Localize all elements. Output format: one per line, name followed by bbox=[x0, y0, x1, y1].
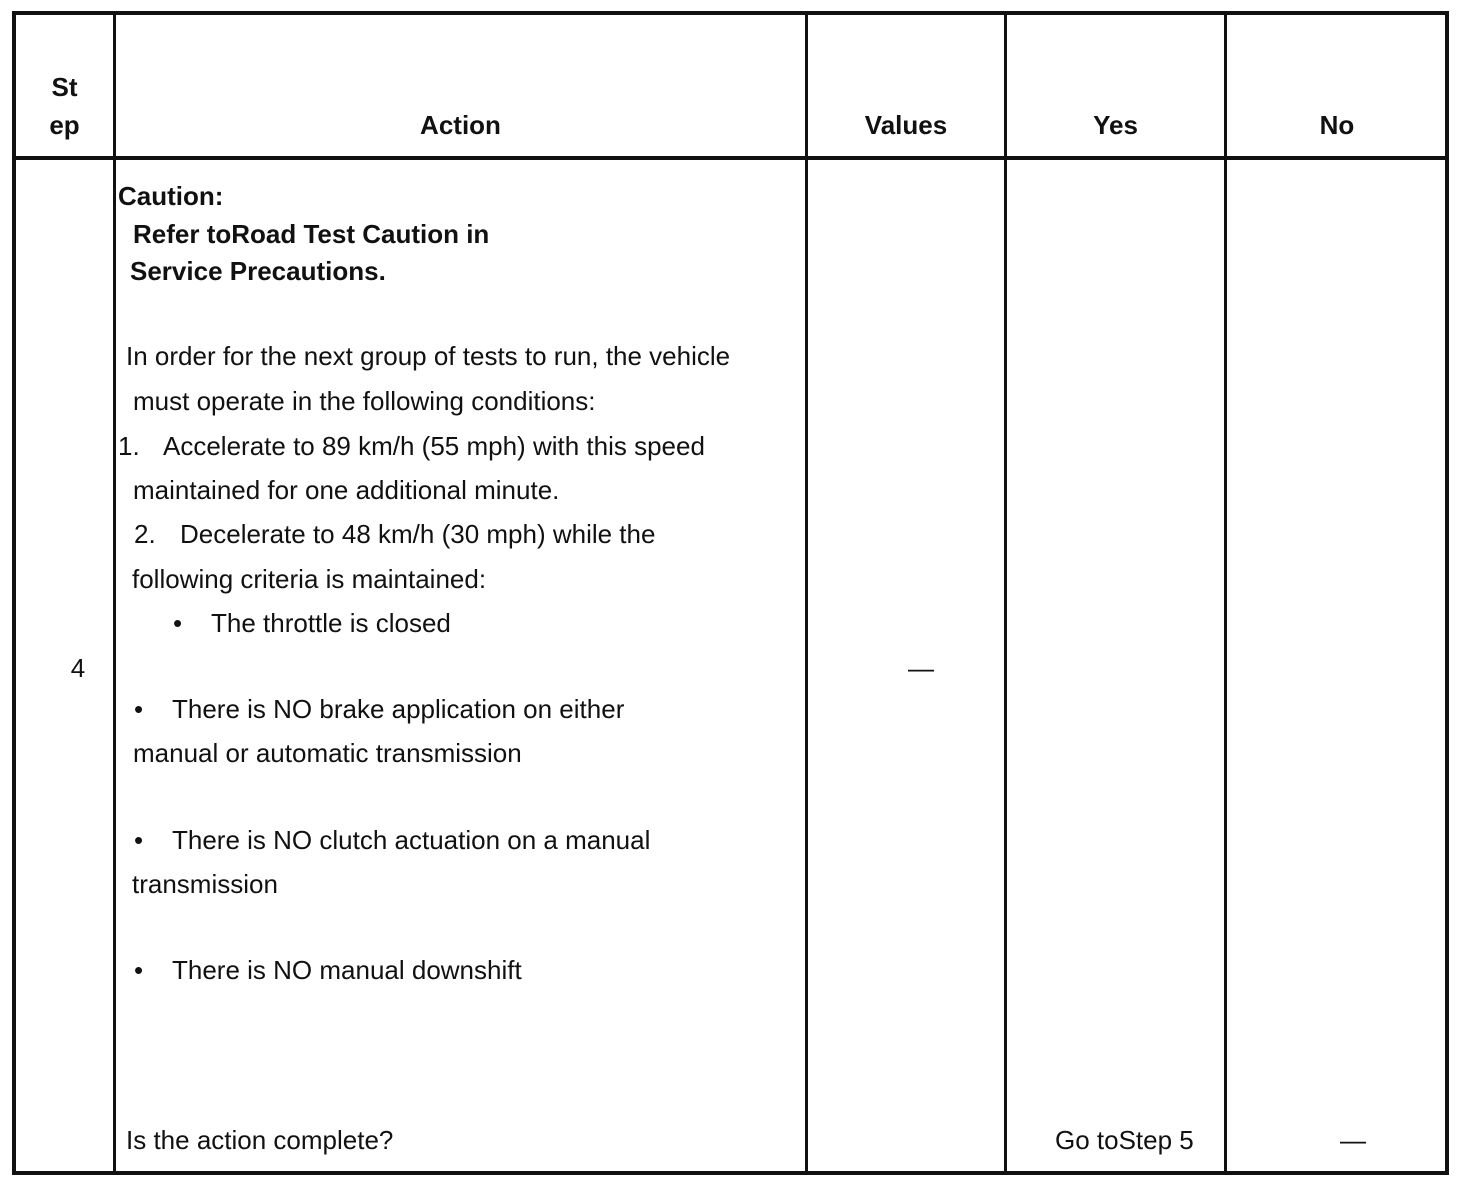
divider-step-action bbox=[113, 11, 116, 1175]
intro-line-1: In order for the next group of tests to run, the vehicle bbox=[126, 341, 731, 371]
step1-line-2: maintained for one additional minute. bbox=[133, 475, 560, 505]
intro-line-2: must operate in the following conditions: bbox=[133, 386, 596, 416]
caution-title: Caution: bbox=[118, 181, 224, 211]
header-yes: Yes bbox=[1093, 110, 1138, 140]
bullet-3-marker: • bbox=[134, 825, 144, 855]
step1-number: 1. bbox=[118, 431, 140, 461]
bullet-1-text: The throttle is closed bbox=[211, 608, 451, 638]
yes-cell: Go toStep 5 bbox=[1055, 1125, 1194, 1155]
bullet-1-marker: • bbox=[173, 608, 183, 638]
step2-line-1: Decelerate to 48 km/h (30 mph) while the bbox=[180, 519, 656, 549]
divider-yes-no bbox=[1224, 11, 1227, 1175]
bullet-3-line-1: There is NO clutch actuation on a manual bbox=[172, 825, 651, 855]
header-action: Action bbox=[420, 110, 501, 140]
header-no: No bbox=[1319, 110, 1355, 140]
caution-line-1: Refer toRoad Test Caution in bbox=[133, 219, 490, 249]
values-cell: — bbox=[908, 653, 934, 683]
bullet-3-line-2: transmission bbox=[132, 869, 278, 899]
header-step-line1: St bbox=[51, 72, 78, 102]
bullet-2-line-2: manual or automatic transmission bbox=[133, 738, 522, 768]
no-cell: — bbox=[1340, 1125, 1366, 1155]
step1-line-1: Accelerate to 89 km/h (55 mph) with this speed bbox=[163, 431, 705, 461]
bullet-2-marker: • bbox=[134, 694, 144, 724]
bullet-2-line-1: There is NO brake application on either bbox=[172, 694, 625, 724]
header-step-line2: ep bbox=[49, 110, 80, 140]
question-text: Is the action complete? bbox=[126, 1125, 394, 1155]
header-values: Values bbox=[864, 110, 948, 140]
step-number: 4 bbox=[70, 653, 86, 683]
step2-number: 2. bbox=[134, 519, 156, 549]
caution-line-2: Service Precautions. bbox=[130, 256, 386, 286]
step2-line-2: following criteria is maintained: bbox=[132, 564, 487, 594]
bullet-4-marker: • bbox=[134, 955, 144, 985]
header-divider bbox=[12, 156, 1449, 160]
divider-action-values bbox=[805, 11, 808, 1175]
bullet-4-text: There is NO manual downshift bbox=[172, 955, 522, 985]
divider-values-yes bbox=[1004, 11, 1007, 1175]
